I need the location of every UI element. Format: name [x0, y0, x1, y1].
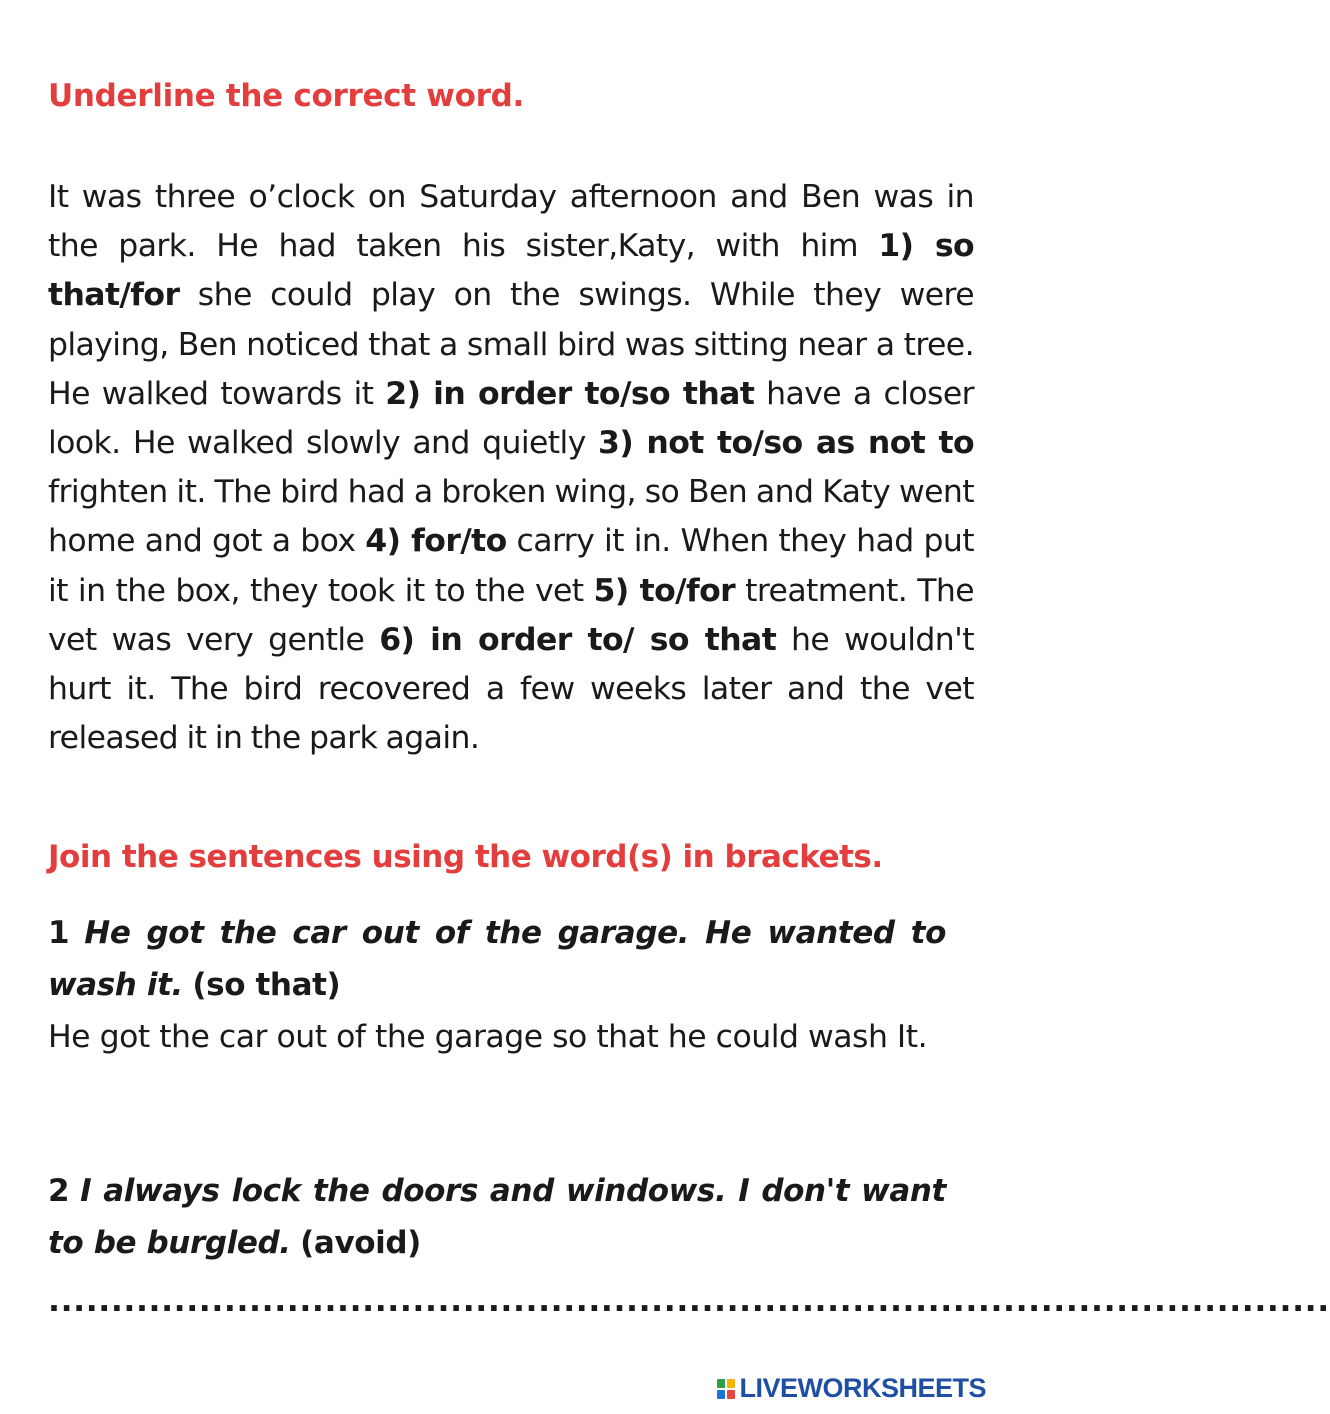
- answer-1[interactable]: He got the car out of the garage so that he could wash It.: [48, 1019, 928, 1055]
- section-2-heading: Join the sentences using the word(s) in brackets.: [48, 839, 883, 875]
- question-hint: (so that): [192, 966, 341, 1003]
- question-1: [48, 908, 946, 1011]
- cloze-passage: [48, 173, 974, 763]
- passage-text: have a closer look. He walked slowly and quietly: [48, 375, 974, 462]
- choice-group[interactable]: 1) so that/for: [48, 228, 975, 314]
- choice-group[interactable]: 5) to/for: [593, 572, 736, 609]
- liveworksheets-logo[interactable]: [717, 1373, 986, 1404]
- logo-square: [727, 1390, 735, 1399]
- choice-group[interactable]: 4) for/to: [365, 523, 507, 560]
- passage-text: treatment. The vet was very gentle: [48, 572, 974, 658]
- passage-text: frighten it. The bird had a broken wing, so Ben and Katy went home and got a box: [48, 474, 974, 560]
- logo-square: [727, 1379, 735, 1388]
- choice-group[interactable]: 6) in order to/ so that: [379, 621, 777, 658]
- choice-group[interactable]: 3) not to/so as not to: [598, 425, 974, 462]
- logo-text: LIVEWORKSHEETS: [739, 1373, 986, 1403]
- question-2: [48, 1166, 946, 1269]
- liveworksheets-logo-icon: [717, 1379, 735, 1399]
- passage-text: he wouldn't hurt it. The bird recovered a few weeks later and the vet released it in the park again.: [48, 621, 974, 757]
- question-prompt: I always lock the doors and windows. I don't want to be burgled.: [48, 1173, 946, 1261]
- question-prompt: He got the car out of the garage. He wanted to wash it.: [48, 915, 946, 1003]
- question-number: 2: [48, 1173, 70, 1209]
- logo-square: [717, 1390, 725, 1399]
- passage-text: carry it in. When they had put it in the box, they took it to the vet: [48, 523, 974, 609]
- answer-2-blank-line[interactable]: ......................................................................................................: [48, 1283, 1330, 1319]
- logo-square: [717, 1379, 725, 1388]
- passage-text: she could play on the swings. While they were playing, Ben noticed that a small bird was sitting near a tree. He walked towards it: [48, 277, 974, 412]
- choice-group[interactable]: 2) in order to/so that: [385, 375, 755, 412]
- question-hint: (avoid): [300, 1224, 421, 1261]
- question-number: 1: [48, 915, 70, 951]
- section-1-heading: Underline the correct word.: [48, 78, 524, 114]
- passage-text: It was three o’clock on Saturday afternoon and Ben was in the park. He had taken his sister,Katy, with him: [48, 179, 974, 265]
